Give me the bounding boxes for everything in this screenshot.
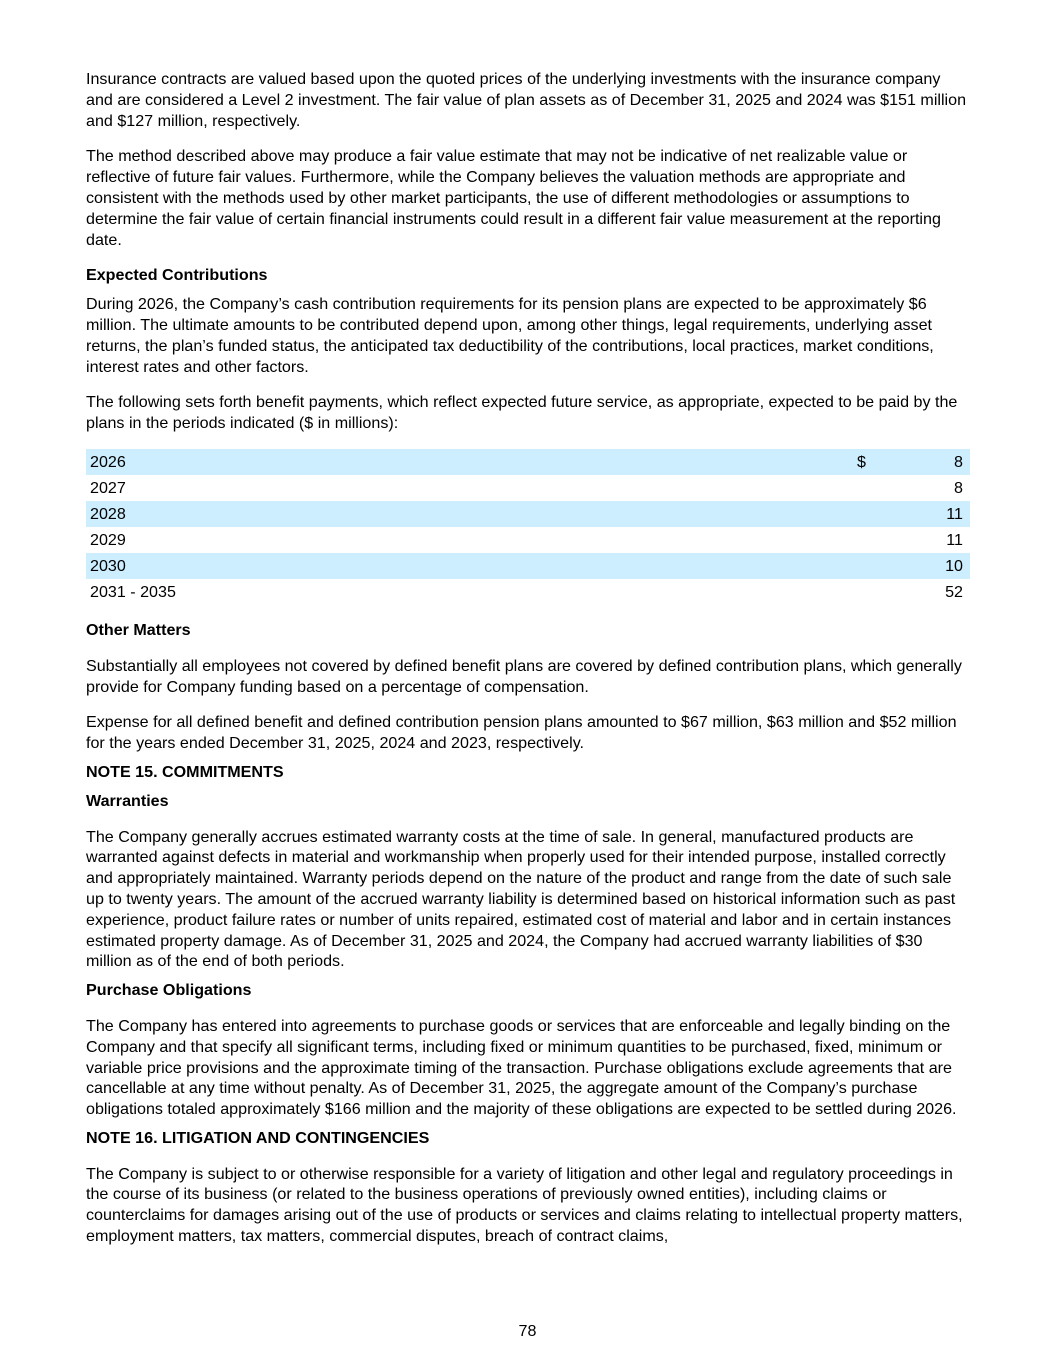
amount-cell: 11 (917, 501, 970, 527)
purchase-obligations-heading: Purchase Obligations (86, 981, 252, 1000)
period-cell: 2029 (90, 530, 126, 549)
period-cell: 2028 (86, 501, 857, 527)
table-row (86, 553, 970, 579)
table-row (86, 579, 970, 605)
pension-expense-paragraph: Expense for all defined benefit and defined contribution pension plans amounted to $67 million, $63 million and $52 million for the years ended December 31, 2025, 2024 and 2023, respectively. (86, 713, 957, 753)
note-16-heading: NOTE 16. LITIGATION AND CONTINGENCIES (86, 1128, 430, 1147)
valuation-method-paragraph: The method described above may produce a fair value estimate that may not be indicative of net realizable value or reflective of future fair values. Furthermore, while the Company believes the valuation methods are appropriate and consistent with the methods used by other market participants, the use of different methodologies or assumptions to determine the fair value of certain financial instruments could result in a different fair value measurement at the reporting date. (86, 147, 941, 249)
page-number: 78 (518, 1322, 537, 1340)
amount-cell: 8 (954, 478, 963, 497)
table-row (86, 475, 970, 501)
note-15-heading: NOTE 15. COMMITMENTS (86, 762, 284, 781)
expected-contributions-paragraph: During 2026, the Company’s cash contribution requirements for its pension plans are expected to be approximately $6 million. The ultimate amounts to be contributed depend upon, among other things, legal requirements, underlying asset returns, the plan’s funded status, the anticipated tax deductibility of the contributions, local practices, market conditions, interest rates and other factors. (86, 295, 934, 376)
expected-contributions-heading: Expected Contributions (86, 266, 268, 285)
period-cell: 2027 (90, 478, 126, 497)
period-cell: 2026 (86, 449, 857, 475)
warranties-heading: Warranties (86, 791, 169, 810)
amount-cell: 10 (917, 553, 970, 579)
litigation-paragraph: The Company is subject to or otherwise responsible for a variety of litigation and other legal and regulatory proceedings in the course of its business (or related to the business operations of previously owned entities), including claims or counterclaims for damages arising out of the use of products or services and claims relating to intellectual property matters, employment matters, tax matters, commercial disputes, breach of contract claims, (86, 1164, 963, 1246)
insurance-contracts-paragraph: Insurance contracts are valued based upon the quoted prices of the underlying investments with the insurance company and are considered a Level 2 investment. The fair value of plan assets as of December 31, 2025 and 2024 was $151 million and $127 million, respectively. (86, 70, 967, 130)
document-page (86, 69, 970, 1262)
table-row (86, 501, 970, 527)
benefit-payments-intro: The following sets forth benefit payments, which reflect expected future service, as appropriate, expected to be paid by the plans in the periods indicated ($ in millions): (86, 393, 958, 433)
amount-cell: 8 (917, 449, 970, 475)
currency-symbol: $ (857, 449, 917, 475)
period-cell: 2031 - 2035 (90, 582, 176, 601)
period-cell: 2030 (86, 553, 857, 579)
amount-cell: 52 (945, 582, 963, 601)
amount-cell: 11 (946, 530, 963, 549)
defined-contribution-paragraph: Substantially all employees not covered by defined benefit plans are covered by defined contribution plans, which generally provide for Company funding based on a percentage of compensation. (86, 656, 962, 696)
warranties-paragraph: The Company generally accrues estimated warranty costs at the time of sale. In general, manufactured products are warranted against defects in material and workmanship when properly used for their intended purpose, installed correctly and appropriately maintained. Warranty periods depend on the nature of the product and range from the date of such sale up to twenty years. The amount of the accrued warranty liability is determined based on historical information such as past experience, product failure rates or number of units repaired, estimated cost of material and labor and in certain instances estimated property damage. As of December 31, 2025 and 2024, the Company had accrued warranty liabilities of $30 million as of the end of both periods. (86, 827, 956, 971)
benefit-payments-table (86, 449, 970, 605)
table-row (86, 449, 970, 475)
purchase-obligations-paragraph: The Company has entered into agreements to purchase goods or services that are enforceable and legally binding on the Company and that specify all significant terms, including fixed or minimum quantities to be purchased, fixed, minimum or variable price provisions and the approximate timing of the transaction. Purchase obligations exclude agreements that are cancellable at any time without penalty. As of December 31, 2025, the aggregate amount of the Company’s purchase obligations totaled approximately $166 million and the majority of these obligations are expected to be settled during 2026. (86, 1016, 957, 1119)
table-row (86, 527, 970, 553)
other-matters-heading: Other Matters (86, 620, 191, 639)
